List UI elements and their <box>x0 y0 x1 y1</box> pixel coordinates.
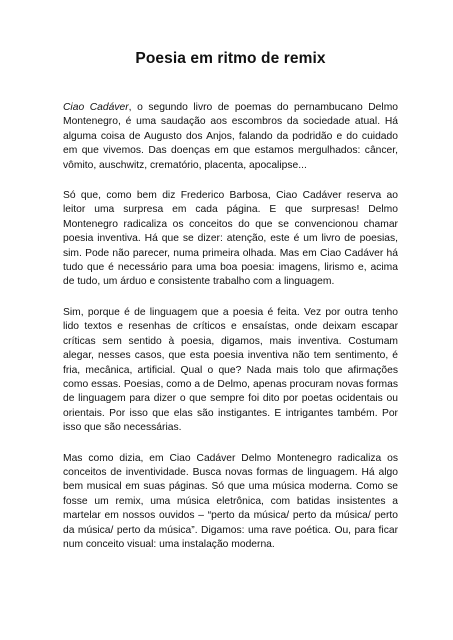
paragraph-3: Sim, porque é de linguagem que a poesia é feita. Vez por outra tenho lido textos e resenhas de críticos e ensaístas, onde deixam escapar críticas sem sentido à poesia, digamos, mais inventiva. Costumam alegar, nesses casos, que esta poesia inventiva não tem sentimento, é fria, mecânica, artificial. Qual o que? Nada mais tolo que afirmações como essas. Poesias, como a de Delmo, apenas procuram novas formas de linguagem para dizer o que sempre foi dito por poetas ocidentais ou orientais. Por isso que elas são instigantes. E intrigantes também. Por isso que são necessárias. <box>63 306 398 434</box>
paragraph-1 <box>63 101 398 173</box>
paragraph-4: Mas como dizia, em Ciao Cadáver Delmo Montenegro radicaliza os conceitos de inventividade. Busca novas formas de linguagem. Há algo bem musical em suas páginas. Só que uma música moderna. Como se fosse um remix, uma música eletrônica, com batidas insistentes a martelar em nossos ouvidos – “perto da música/ perto da música/ perto da música/ perto da música”. Digamos: uma rave poética. Ou, para ficar num conceito visual: uma instalação moderna. <box>63 452 398 550</box>
paragraph-1-text: , o segundo livro de poemas do pernambucano Delmo Montenegro, é uma saudação aos escombros da sociedade atual. Há alguma coisa de Augusto dos Anjos, falando da podridão e do cuidado em que vivemos. Das doenças em que estamos mergulhados: câncer, vômito, auschwitz, crematório, placenta, apocalipse... <box>63 102 398 171</box>
paragraph-2: Só que, como bem diz Frederico Barbosa, Ciao Cadáver reserva ao leitor uma surpresa em cada página. E que surpresas! Delmo Montenegro radicaliza os conceitos do que se convencionou chamar poesia inventiva. Há que se dizer: atenção, este é um livro de poesias, sim. Pode não parecer, numa primeira olhada. Mas em Ciao Cadáver há tudo que é necessário para uma boa poesia: imagens, lirismo e, acima de tudo, um árduo e consistente trabalho com a linguagem. <box>63 190 398 288</box>
book-title-italic: Ciao Cadáver <box>63 102 129 113</box>
document-title: Poesia em ritmo de remix <box>135 50 326 67</box>
